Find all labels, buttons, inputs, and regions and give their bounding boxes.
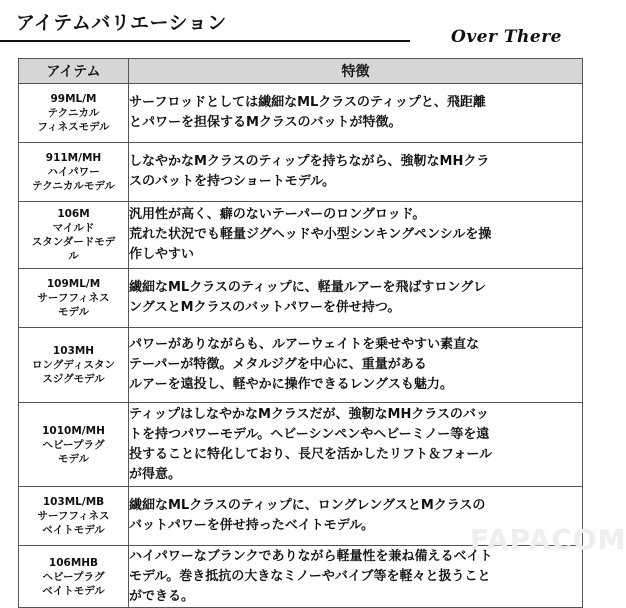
table-row: [19, 269, 583, 328]
model-code: 106M: [57, 208, 90, 220]
model-type-line: テクニカル: [47, 107, 100, 119]
feature-line: スのバットを持つショートモデル。: [129, 174, 336, 189]
model-type-line: ヘビープラグ: [42, 570, 105, 583]
feature-line: 繊細なMLクラスのティップに、ロングレングスとMクラスの: [129, 498, 486, 513]
feature-cell: [129, 269, 583, 328]
model-type-line: ル: [68, 250, 79, 262]
model-type-line: サーフフィネス: [37, 510, 110, 522]
feature-cell: [129, 202, 583, 269]
model-code: 911M/MH: [45, 152, 102, 164]
feature-line: トを持つパワーモデル。ヘビーシンペンやヘビーミノー等を遠: [129, 426, 490, 442]
model-type-line: サーフフィネス: [37, 292, 110, 304]
item-cell: [19, 143, 129, 202]
item-cell: [19, 546, 129, 608]
item-variation-table: [18, 58, 583, 608]
feature-line: 荒れた状況でも軽量ジグヘッドや小型シンキングペンシルを操: [129, 227, 492, 242]
feature-cell: [129, 84, 583, 143]
feature-line: 作しやすい: [129, 247, 195, 262]
item-cell: [19, 328, 129, 403]
feature-line: ルアーを遠投し、軽やかに操作できるレングスも魅力。: [129, 377, 453, 392]
feature-cell: [129, 546, 583, 608]
table-body: [19, 84, 583, 608]
feature-line: しなやかなMクラスのティップを持ちながら、強靭なMHクラ: [129, 154, 490, 169]
item-cell: [19, 84, 129, 143]
item-cell: [19, 487, 129, 546]
feature-line: ができる。: [129, 588, 195, 604]
feature-line: が得意。: [129, 466, 182, 482]
header-item: アイテム: [19, 59, 129, 84]
model-type-line: ベイトモデル: [42, 584, 105, 597]
model-code: 106MHB: [48, 556, 99, 569]
model-type-line: モデル: [58, 452, 89, 465]
table-row: [19, 143, 583, 202]
model-code: 109ML/M: [46, 278, 101, 290]
feature-line: モデル。巻き抵抗の大きなミノーやバイブ等を軽々と扱うこと: [129, 568, 491, 584]
watermark: FAPACOM: [470, 523, 626, 556]
feature-line: 投することに特化しており、長尺を活かしたリフト＆フォール: [129, 446, 493, 462]
model-type-line: フィネスモデル: [37, 121, 110, 133]
table-row: [19, 202, 583, 269]
feature-line: 汎用性が高く、癖のないテーパーのロングロッド。: [129, 207, 426, 222]
feature-line: とパワーを担保するMクラスのバットが特徴。: [129, 115, 402, 130]
feature-line: ハイパワーなブランクでありながら軽量性を兼ね備えるベイト: [129, 548, 493, 564]
table-row: [19, 487, 583, 546]
model-code: 1010M/MH: [42, 424, 105, 437]
feature-line: テーパーが特徴。メタルジグを中心に、重量がある: [129, 357, 427, 372]
table-header-row: [19, 59, 583, 84]
feature-line: サーフロッドとしては繊細なMLクラスのティップと、飛距離: [129, 95, 486, 110]
feature-cell: [129, 403, 583, 487]
page-title: アイテムバリエーション: [16, 12, 227, 34]
model-type-line: スタンダードモデ: [31, 236, 116, 248]
item-cell: [19, 403, 129, 487]
model-code: 103ML/MB: [42, 496, 105, 508]
table-row: [19, 328, 583, 403]
feature-cell: [129, 487, 583, 546]
table-row: [19, 84, 583, 143]
feature-line: パワーがありながらも、ルアーウェイトを乗せやすい素直な: [129, 337, 480, 352]
model-type-line: ベイトモデル: [42, 524, 105, 536]
table-row: [19, 546, 583, 608]
model-type-line: ロングディスタン: [32, 359, 115, 371]
feature-line: バットパワーを併せ持ったベイトモデル。: [129, 518, 375, 533]
model-code: 99ML/M: [50, 93, 97, 105]
feature-cell: [129, 143, 583, 202]
model-type-line: ヘビープラグ: [42, 438, 105, 451]
feature-cell: [129, 328, 583, 403]
brand-logo: Over There: [451, 27, 562, 47]
feature-line: ティップはしなやかなMクラスだが、強靭なMHクラスのバッ: [129, 406, 489, 422]
item-cell: [19, 202, 129, 269]
header-feature: 特徴: [129, 59, 583, 84]
feature-line: ングスとMクラスのバットパワーを併せ持つ。: [129, 300, 401, 315]
item-cell: [19, 269, 129, 328]
model-code: 103MH: [52, 345, 95, 357]
feature-line: 繊細なMLクラスのティップに、軽量ルアーを飛ばすロングレ: [129, 280, 487, 295]
table-row: [19, 403, 583, 487]
model-type-line: ハイパワー: [47, 166, 100, 178]
model-type-line: テクニカルモデル: [32, 180, 115, 192]
model-type-line: マイルド: [52, 222, 95, 234]
model-type-line: モデル: [58, 306, 89, 318]
model-type-line: スジグモデル: [42, 373, 105, 385]
